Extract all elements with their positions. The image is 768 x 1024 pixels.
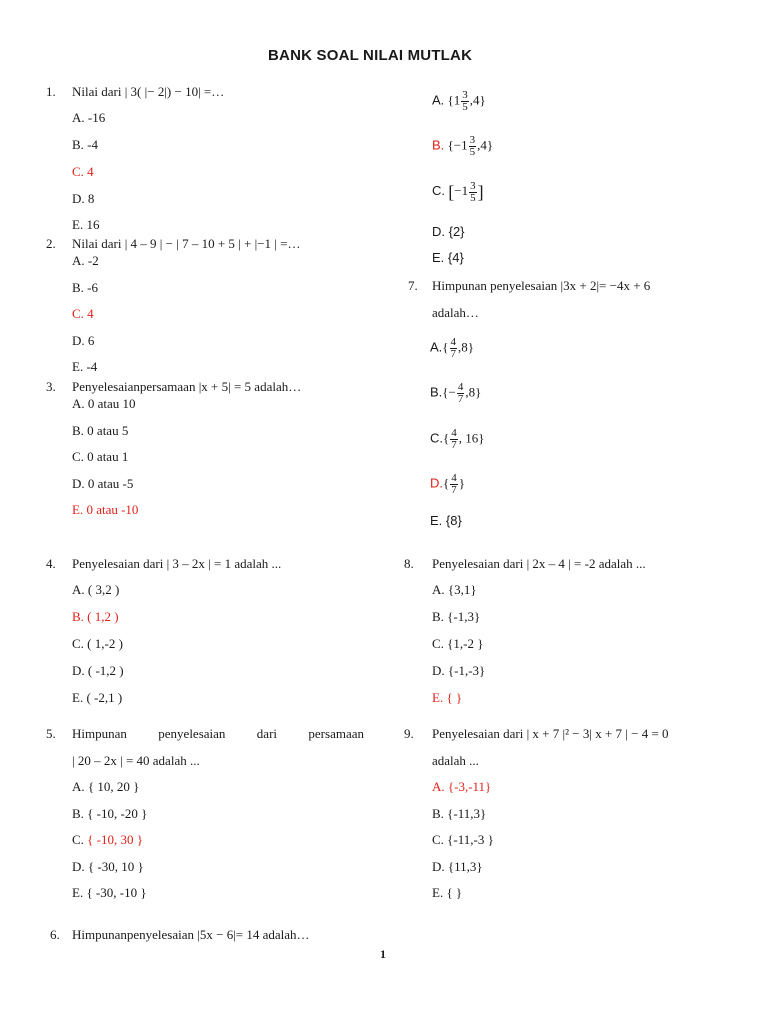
question-text: Penyelesaianpersamaan |x + 5| = 5 adalah… — [72, 379, 302, 394]
question-number: 7. — [408, 278, 418, 293]
question-number: 1. — [46, 84, 56, 99]
question-number: 4. — [46, 556, 56, 571]
option-d: D. {2} — [432, 224, 465, 239]
option-open: { — [442, 339, 449, 355]
page-number: 1 — [380, 947, 386, 961]
option-e: E. { -30, -10 } — [72, 885, 147, 900]
option-d: D. { -30, 10 } — [72, 859, 144, 874]
option-label: B. — [430, 384, 443, 400]
option-d: D. 8 — [72, 191, 95, 206]
option-open: { — [443, 430, 450, 446]
question-text-line2: | 20 – 2x | = 40 adalah ... — [72, 753, 200, 768]
option-c: C. {-11,-3 } — [432, 832, 494, 847]
bracket-right: ] — [477, 182, 484, 203]
option-d-answer — [430, 473, 465, 496]
option-label: A. — [432, 92, 445, 108]
question-text: Nilai dari | 3( |− 2|) − 10| =… — [72, 84, 225, 99]
question-number: 2. — [46, 236, 56, 251]
option-e-answer: E. { } — [432, 690, 463, 705]
option-label: D. — [430, 475, 443, 491]
fraction: $\frac{4}{7}$ — [457, 381, 464, 405]
fraction: $\frac{4}{7}$ — [451, 427, 457, 451]
question-text-line2: adalah ... — [432, 753, 479, 768]
question-number: 3. — [46, 379, 56, 394]
option-close: , 16} — [458, 430, 485, 446]
option-d: D. {11,3} — [432, 859, 483, 874]
option-b-answer: B. ( 1,2 ) — [72, 609, 119, 624]
option-label: C. — [430, 430, 443, 446]
option-e: E. 16 — [72, 217, 100, 232]
option-b: B. {-11,3} — [432, 806, 487, 821]
option-b-answer — [432, 135, 493, 158]
option-value: { -10, 30 } — [87, 832, 143, 847]
fraction: $\frac{3}{5}$ — [470, 179, 476, 204]
option-a: A. -2 — [72, 253, 99, 268]
bracket-left: [ — [448, 182, 455, 203]
question-text: Penyelesaian dari | 3 – 2x | = 1 adalah ... — [72, 556, 282, 571]
option-open: {− — [442, 384, 456, 400]
option-c-answer — [72, 832, 143, 848]
option-close: ,8} — [458, 339, 475, 355]
option-a — [430, 337, 474, 360]
question-text-line1: Penyelesaian dari | x + 7 |² − 3| x + 7 | − 4 = 0 — [432, 726, 669, 741]
question-number: 6. — [50, 927, 60, 942]
option-c-answer: C. 4 — [72, 164, 94, 179]
option-e: E. { } — [432, 885, 463, 900]
option-close: ,4} — [469, 92, 486, 108]
question-text-line1: Himpunan penyelesaian dari persamaan — [72, 726, 364, 741]
fraction: $\frac{3}{5}$ — [462, 89, 468, 113]
option-label: C. — [432, 183, 445, 198]
option-open: { — [443, 475, 450, 491]
option-a: A. { 10, 20 } — [72, 779, 140, 794]
question-text: Himpunanpenyelesaian |5x − 6|= 14 adalah… — [72, 927, 310, 942]
option-e-answer: E. 0 atau -10 — [72, 502, 139, 517]
option-d: D. ( -1,2 ) — [72, 663, 124, 678]
option-b: B. { -10, -20 } — [72, 806, 148, 821]
question-number: 8. — [404, 556, 414, 571]
option-a — [432, 90, 486, 113]
option-c: C. ( 1,-2 ) — [72, 636, 123, 651]
option-e: E. ( -2,1 ) — [72, 690, 123, 705]
option-a: A. -16 — [72, 110, 106, 125]
option-a: A. {3,1} — [432, 582, 477, 597]
option-d: D. {-1,-3} — [432, 663, 486, 678]
option-e: E. {8} — [430, 513, 462, 528]
option-e: E. -4 — [72, 359, 98, 374]
option-c: C. 0 atau 1 — [72, 449, 129, 464]
option-c: C. {1,-2 } — [432, 636, 484, 651]
option-open: {−1 — [447, 137, 468, 153]
option-open: −1 — [454, 183, 469, 198]
option-close: ,4} — [477, 137, 494, 153]
question-text-line1: Himpunan penyelesaian |3x + 2|= −4x + 6 — [432, 278, 651, 293]
option-b: B. -6 — [72, 280, 98, 295]
fraction: $\frac{4}{7}$ — [451, 472, 457, 496]
option-e: E. {4} — [432, 250, 464, 265]
option-d: D. 0 atau -5 — [72, 476, 134, 491]
question-number: 5. — [46, 726, 56, 741]
option-close: } — [458, 475, 465, 491]
fraction: $\frac{3}{5}$ — [469, 134, 476, 158]
option-b: B. -4 — [72, 137, 98, 152]
question-text-line2: adalah… — [432, 305, 479, 320]
option-c-answer: C. 4 — [72, 306, 94, 321]
option-c — [432, 180, 484, 204]
question-number: 9. — [404, 726, 414, 741]
option-a-answer: A. {-3,-11} — [432, 779, 492, 794]
option-b: B. {-1,3} — [432, 609, 481, 624]
option-d: D. 6 — [72, 333, 95, 348]
option-a: A. ( 3,2 ) — [72, 582, 120, 597]
option-a: A. 0 atau 10 — [72, 396, 136, 411]
option-b: B. 0 atau 5 — [72, 423, 129, 438]
option-open: {1 — [447, 92, 461, 108]
option-b — [430, 382, 481, 405]
option-close: ,8} — [465, 384, 482, 400]
question-text: Penyelesaian dari | 2x – 4 | = -2 adalah ... — [432, 556, 646, 571]
option-label: B. — [432, 137, 445, 153]
option-label: C. — [72, 832, 84, 847]
question-text: Nilai dari | 4 – 9 | − | 7 – 10 + 5 | + |−1 | =… — [72, 236, 301, 251]
option-label: A. — [430, 339, 443, 355]
option-c — [430, 428, 485, 451]
fraction: $\frac{4}{7}$ — [450, 336, 457, 360]
page-title: BANK SOAL NILAI MUTLAK — [268, 47, 473, 64]
